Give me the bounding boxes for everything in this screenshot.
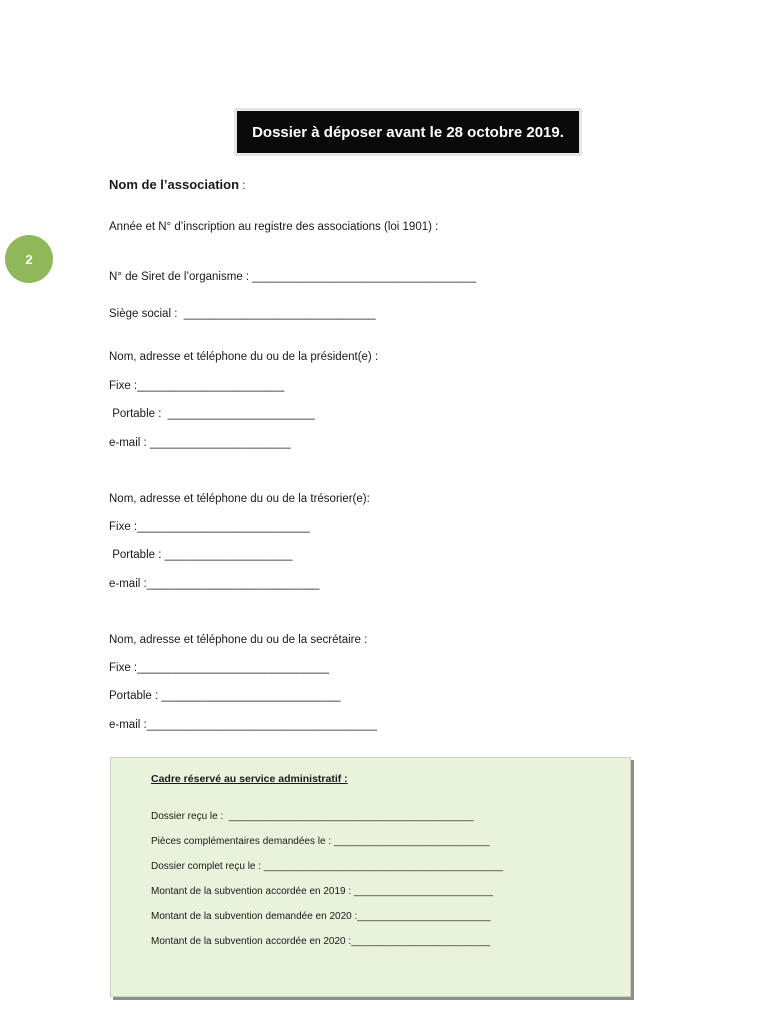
- admin-subvention-2019: Montant de la subvention accordée en 2019 : _________________________: [151, 886, 493, 897]
- association-name-colon: :: [239, 180, 246, 192]
- siege-social-field: Siège social : ______________________________: [109, 308, 376, 320]
- tresorier-heading: Nom, adresse et téléphone du ou de la trésorier(e):: [109, 493, 370, 505]
- tresorier-portable-field: Portable : ____________________: [109, 549, 293, 561]
- president-portable-field: Portable : _______________________: [109, 408, 315, 420]
- secretaire-portable-field: Portable : ____________________________: [109, 690, 341, 702]
- secretaire-fixe-field: Fixe :______________________________: [109, 662, 329, 674]
- deadline-banner: [234, 108, 582, 156]
- association-name-label: Nom de l’association: [109, 177, 240, 192]
- secretaire-heading: Nom, adresse et téléphone du ou de la secrétaire :: [109, 634, 368, 646]
- tresorier-email-field: e-mail :___________________________: [109, 578, 320, 590]
- association-name-field: [109, 177, 245, 192]
- president-heading: Nom, adresse et téléphone du ou de la président(e) :: [109, 351, 379, 363]
- admin-dossier-complet: Dossier complet reçu le : ___________________________________________: [151, 861, 503, 872]
- president-fixe-field: Fixe :_______________________: [109, 380, 285, 392]
- tresorier-fixe-field: Fixe :___________________________: [109, 521, 310, 533]
- president-email-field: e-mail : ______________________: [109, 437, 291, 449]
- admin-subvention-demandee-2020: Montant de la subvention demandée en 2020 :________________________: [151, 911, 491, 922]
- page-number-badge: [5, 235, 53, 283]
- admin-reserved-box: [110, 757, 631, 997]
- admin-pieces-demandees: Pièces complémentaires demandées le : ____________________________: [151, 836, 490, 847]
- siret-field: N° de Siret de l’organisme : ___________________________________: [109, 271, 477, 283]
- admin-subvention-accordee-2020: Montant de la subvention accordée en 2020 :_________________________: [151, 936, 491, 947]
- page-number: 2: [25, 251, 33, 267]
- admin-dossier-recu: Dossier reçu le : ____________________________________________: [151, 811, 474, 822]
- secretaire-email-field: e-mail :____________________________________: [109, 719, 377, 731]
- admin-box-title: Cadre réservé au service administratif :: [151, 773, 348, 785]
- inscription-field: Année et N° d’inscription au registre des associations (loi 1901) :: [109, 221, 439, 233]
- deadline-text: Dossier à déposer avant le 28 octobre 2019.: [252, 123, 564, 141]
